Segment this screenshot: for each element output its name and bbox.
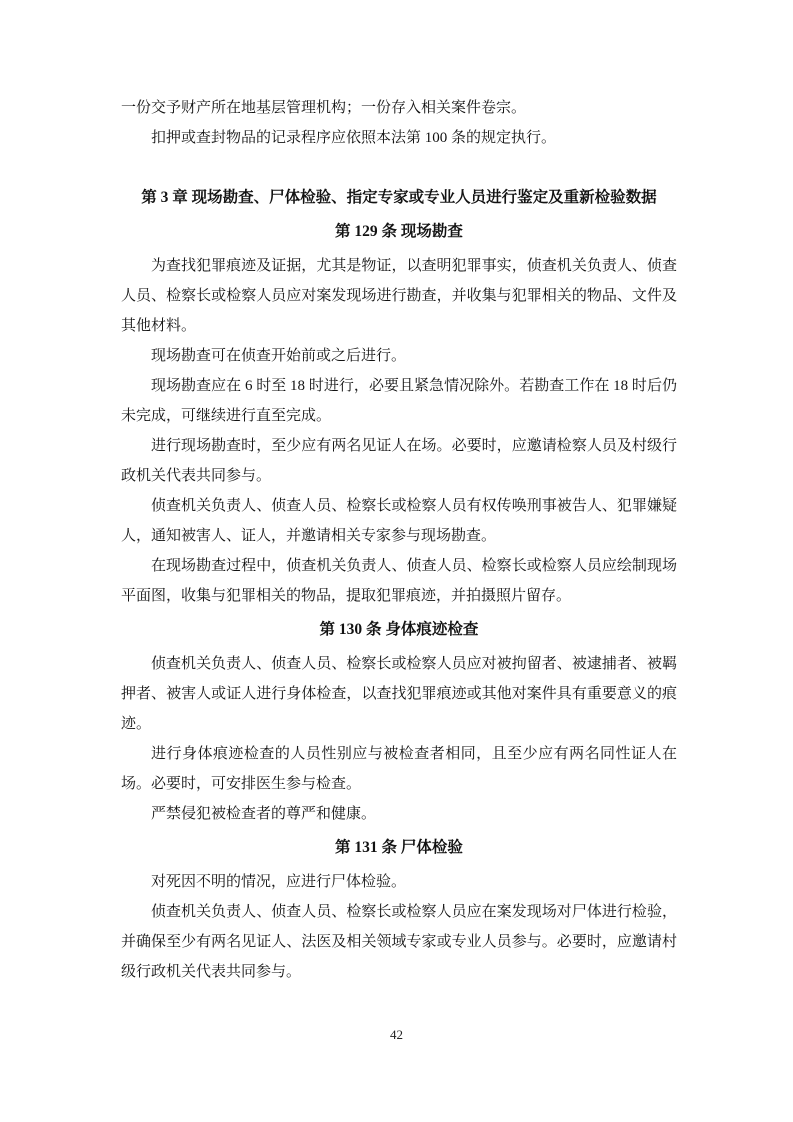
paragraph: 为查找犯罪痕迹及证据，尤其是物证，以查明犯罪事实，侦查机关负责人、侦查人员、检察长或检察人员应对案发现场进行勘查，并收集与犯罪相关的物品、文件及其他材料。 — [121, 258, 677, 334]
article-heading: 第 131 条 尸体检验 — [335, 839, 463, 856]
paragraph: 侦查机关负责人、侦查人员、检察长或检察人员有权传唤刑事被告人、犯罪嫌疑人，通知被害人、证人，并邀请相关专家参与现场勘查。 — [121, 498, 677, 544]
document-body — [121, 93, 677, 987]
article-heading: 第 129 条 现场勘查 — [335, 223, 463, 240]
paragraph: 扣押或查封物品的记录程序应依照本法第 100 条的规定执行。 — [151, 130, 557, 146]
chapter-heading: 第 3 章 现场勘查、尸体检验、指定专家或专业人员进行鉴定及重新检验数据 — [141, 189, 657, 206]
page-number: 42 — [390, 1027, 403, 1042]
paragraph: 一份交予财产所在地基层管理机构；一份存入相关案件卷宗。 — [121, 100, 527, 116]
paragraph: 对死因不明的情况，应进行尸体检验。 — [151, 874, 407, 890]
article-heading: 第 130 条 身体痕迹检查 — [319, 621, 479, 638]
paragraph: 进行现场勘查时，至少应有两名见证人在场。必要时，应邀请检察人员及村级行政机关代表共同参与。 — [121, 438, 677, 484]
paragraph: 进行身体痕迹检查的人员性别应与被检查者相同，且至少应有两名同性证人在场。必要时，可安排医生参与检查。 — [121, 746, 677, 792]
paragraph: 在现场勘查过程中，侦查机关负责人、侦查人员、检察长或检察人员应绘制现场平面图，收集与犯罪相关的物品，提取犯罪痕迹，并拍摄照片留存。 — [121, 558, 677, 604]
paragraph: 严禁侵犯被检查者的尊严和健康。 — [151, 806, 377, 822]
paragraph: 现场勘查应在 6 时至 18 时进行，必要且紧急情况除外。若勘查工作在 18 时后仍未完成，可继续进行直至完成。 — [121, 378, 677, 424]
paragraph: 现场勘查可在侦查开始前或之后进行。 — [151, 348, 407, 364]
paragraph: 侦查机关负责人、侦查人员、检察长或检察人员应对被拘留者、被逮捕者、被羁押者、被害人或证人进行身体检查，以查找犯罪痕迹或其他对案件具有重要意义的痕迹。 — [121, 656, 677, 732]
paragraph: 侦查机关负责人、侦查人员、检察长或检察人员应在案发现场对尸体进行检验，并确保至少有两名见证人、法医及相关领域专家或专业人员参与。必要时，应邀请村级行政机关代表共同参与。 — [121, 904, 677, 980]
